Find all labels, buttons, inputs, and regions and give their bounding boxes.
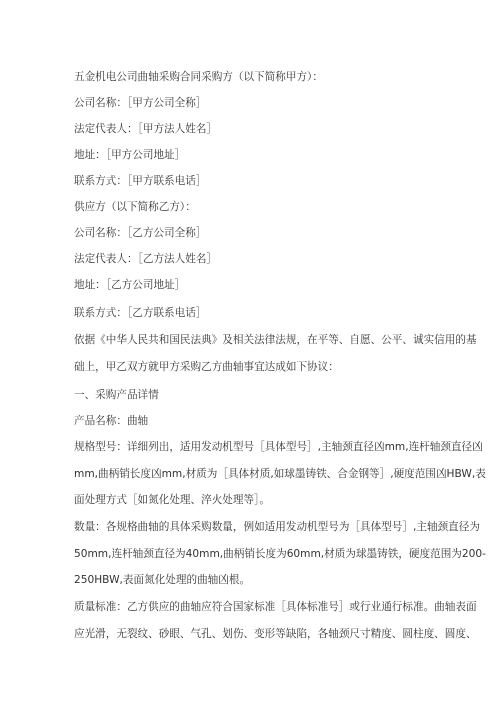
quantity-line-3: 250HBW,表面氮化处理的曲轴凶根。 [74, 574, 251, 586]
buyer-heading: 五金机电公司曲轴采购合同采购方（以下简称甲方）： [74, 71, 323, 83]
quality-line-2: 应光滑，无裂纹、砂眼、气孔、划伤、变形等缺陷，各轴颈尺寸精度、圆柱度、圆度、 [74, 628, 477, 640]
buyer-address: 地址：［甲方公司地址］ [74, 149, 186, 161]
spec-line-1: 规格型号：详细列出，适用发动机型号［具体型号］,主轴颈直径凶mm,连杆轴颈直径凶 [74, 441, 483, 453]
preamble-line-1: 依据《中华人民共和国民法典》及相关法律法规，在平等、自愿、公平、诚实信用的基 [74, 334, 477, 346]
preamble-line-2: 础上，甲乙双方就甲方采购乙方曲轴事宜达成如下协议： [74, 361, 339, 373]
spec-line-3: 面处理方式［如氮化处理、淬火处理等］。 [74, 494, 270, 506]
supplier-company-name: 公司名称：［乙方公司全称］ [74, 227, 207, 239]
buyer-legal-rep: 法定代表人：［甲方法人姓名］ [74, 123, 218, 135]
supplier-address: 地址：［乙方公司地址］ [74, 279, 186, 291]
supplier-contact: 联系方式：［乙方联系电话］ [74, 307, 207, 319]
buyer-company-name: 公司名称：［甲方公司全称］ [74, 97, 207, 109]
section-1-heading: 一、采购产品详情 [74, 389, 159, 401]
supplier-legal-rep: 法定代表人：［乙方法人姓名］ [74, 253, 218, 265]
product-name: 产品名称：曲轴 [74, 415, 149, 427]
buyer-contact: 联系方式：［甲方联系电话］ [74, 175, 207, 187]
supplier-heading: 供应方（以下简称乙方）： [74, 201, 196, 213]
quality-line-1: 质量标准：乙方供应的曲轴应符合国家标准［具体标准号］或行业通行标准。曲轴表面 [74, 601, 477, 613]
spec-line-2: mm,曲柄销长度凶mm,材质为［具体材质,如球墨铸铁、合金钢等］,硬度范围凶HBW,表 [74, 468, 486, 480]
quantity-line-2: 50mm,连杆轴颈直径为40mm,曲柄销长度为60mm,材质为球墨铸铁，硬度范围为200- [74, 548, 486, 560]
quantity-line-1: 数量：各规格曲轴的具体采购数量，例如适用发动机型号为［具体型号］,主轴颈直径为 [74, 521, 480, 533]
